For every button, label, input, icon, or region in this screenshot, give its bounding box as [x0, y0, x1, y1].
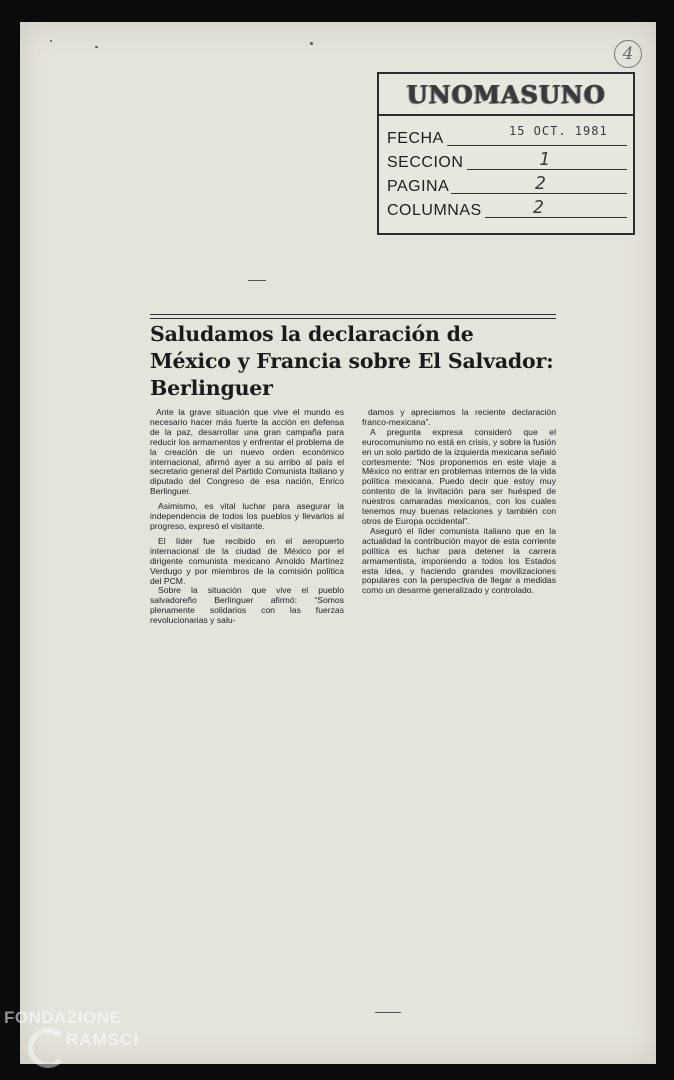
paper-speck: [50, 40, 52, 42]
article-paragraph: A pregunta expresa consideró que el eurocomunismo no está en crisis, y sobre la fusión en un solo partido de la izquierda mexicana señaló cortesmente: “Nos proponemos en este viaje a México no entrar en problemas internos de la vida política mexicana. Puedo decir que estoy muy contento de la invitación para ser huésped de nuestros camaradas mexicanos, con los cuales tenemos muy buenas relaciones y también con otros de Europa occidental”.: [362, 426, 556, 526]
paper-speck: [248, 280, 266, 281]
paper-speck: [95, 46, 98, 48]
stamp-value-seccion: 1: [539, 149, 550, 170]
watermark-line-1: FONDAZIONE: [4, 1008, 122, 1027]
stamp-row-pagina: [387, 174, 633, 198]
article-paragraph: Asimismo, es vital luchar para asegurar la independencia de todos los pueblos y llevarlos al progreso, expresó el visitante.: [150, 501, 344, 531]
stamp-label-seccion: SECCION: [387, 154, 464, 171]
article-paragraph: damos y apreciamos la reciente declaración franco-mexicana”.: [362, 407, 556, 427]
gramsci-g-logo-icon: [28, 1028, 68, 1068]
stamp-label-fecha: FECHA: [387, 130, 444, 147]
paper-speck: [310, 42, 313, 45]
stamp-label-columnas: COLUMNAS: [387, 202, 482, 219]
stamp-label-pagina: PAGINA: [387, 178, 450, 195]
article-column-2: [362, 408, 556, 631]
stamp-underline: [485, 217, 627, 218]
newspaper-clipping: [150, 314, 556, 631]
article-paragraph: Ante la grave situación que vive el mundo es necesario hacer más fuerte la acción en defensa de la paz, desarrollar una gran campaña para reducir los armamentos y enfrentar el problema de la creación de un nuevo orden económico internacional, afirmó ayer a su arribo al país el secretario general del Partido Comunista Italiano y diputado del Congreso de esa nación, Enrico Berlinguer.: [150, 407, 344, 497]
article-headline: Saludamos la declaración de México y Francia sobre El Salvador: Berlinguer: [150, 322, 554, 400]
paper-speck: [375, 1012, 401, 1013]
stamp-newspaper-name: UNOMASUNO: [379, 74, 633, 116]
stamp-underline: [447, 145, 627, 146]
stamp-row-seccion: [387, 150, 633, 174]
stamp-row-columnas: [387, 198, 633, 222]
archive-number: 4: [614, 40, 642, 68]
article-body: [150, 408, 556, 631]
stamp-value-fecha: 15 OCT. 1981: [509, 124, 608, 138]
headline-rule: [150, 314, 556, 319]
article-paragraph: Aseguró el líder comunista italiano que en la actualidad la contribución mayor de esta corriente política es luchar para detener la carrera armamentista, imponiendo a todos los Estados esta idea, y haciendo grandes movilizaciones populares con la perspectiva de llegar a medidas como un desarme generalizado y controlado.: [362, 525, 556, 596]
article-paragraph: El líder fue recibido en el aeropuerto internacional de la ciudad de México por el dirigente comunista mexicano Arnoldo Martínez Verdugo y por miembros de la comisión política del PCM.: [150, 535, 344, 586]
fondazione-gramsci-watermark: [4, 1008, 174, 1049]
newspaper-stamp: [377, 72, 635, 235]
article-column-1: [150, 408, 344, 631]
stamp-value-columnas: 2: [533, 197, 544, 218]
article-paragraph: Sobre la situación que vive el pueblo salvadoreño Berlinguer afirmó: “Somos plenamente solidarios con las fuerzas revolucionarias y salu-: [150, 585, 344, 626]
stamp-value-pagina: 2: [535, 173, 546, 194]
watermark-line-2: RAMSCI: [66, 1030, 140, 1049]
stamp-row-fecha: [387, 126, 633, 150]
